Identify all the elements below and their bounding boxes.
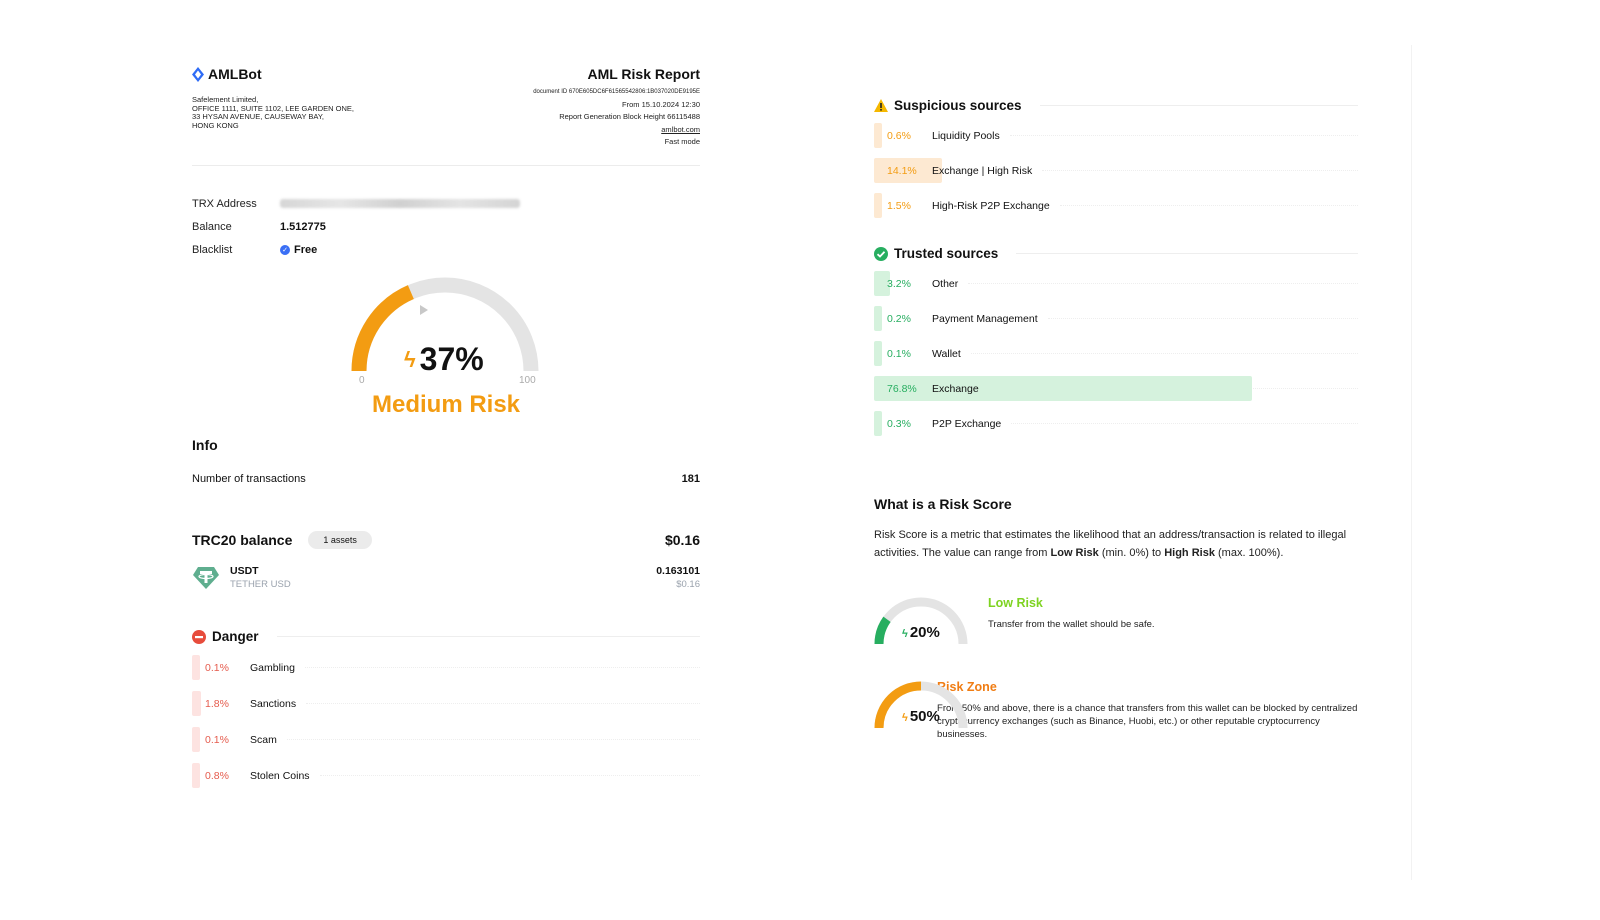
risk-score-description: Risk Score is a metric that estimates the likelihood that an address/transaction is related to illegal activities. The value can range from Low Risk (min. 0%) to High Risk (max. 100%).: [874, 529, 1347, 559]
blacklist-value: Free: [294, 243, 318, 256]
danger-header: [192, 629, 700, 644]
source-name: Exchange: [932, 382, 979, 395]
report-title: AML Risk Report: [587, 66, 700, 82]
suspicious-title: Suspicious sources: [894, 98, 1022, 113]
mini-gauge-value: 20%: [909, 624, 940, 641]
source-row: [874, 193, 1358, 218]
logo[interactable]: [192, 66, 354, 82]
source-percent: 14.1%: [887, 164, 917, 177]
source-percent: 0.1%: [887, 347, 911, 360]
block-height: Report Generation Block Height 66115488: [559, 112, 700, 121]
source-name: Other: [932, 277, 959, 290]
source-name: Sanctions: [250, 697, 297, 710]
source-row: [192, 655, 700, 680]
risk-example-zone: [874, 680, 1358, 741]
source-row: [874, 123, 1358, 148]
asset-row: [192, 563, 700, 591]
trc20-title: TRC20 balance: [192, 532, 293, 548]
gauge-value-text: 37%: [419, 341, 484, 377]
mini-gauge-low: [874, 596, 974, 646]
source-percent: 0.8%: [205, 769, 229, 782]
source-percent: 0.1%: [205, 661, 229, 674]
mini-gauge-zone: [874, 680, 940, 730]
suspicious-list: [874, 123, 1358, 218]
lightning-icon: ϟ: [404, 346, 416, 372]
source-name: Wallet: [932, 347, 961, 360]
source-name: Stolen Coins: [250, 769, 310, 782]
tether-icon: [192, 563, 220, 591]
source-percent: 0.6%: [887, 129, 911, 142]
info-title: Info: [192, 437, 218, 453]
risk-zone-description: From 50% and above, there is a chance that transfers from this wallet can be blocked by centralized cryptocurrency exchanges (such as Binance, Huobi, etc.) or other reputable cryptocurrency businesses.: [937, 703, 1358, 740]
trx-address-label: TRX Address: [192, 197, 257, 210]
warning-icon: [874, 99, 888, 112]
low-risk-description: Transfer from the wallet should be safe.: [988, 619, 1155, 630]
company-block: [192, 62, 354, 165]
report-page-right: [874, 98, 1358, 741]
trx-address-value-redacted: [280, 199, 520, 208]
source-name: Exchange | High Risk: [932, 164, 1033, 177]
gauge-min: 0: [359, 375, 365, 386]
source-name: Scam: [250, 733, 277, 746]
report-page-left: [192, 62, 700, 788]
asset-usd-value: $0.16: [676, 578, 700, 590]
check-circle-icon: [874, 247, 888, 261]
source-row: [192, 691, 700, 716]
site-link[interactable]: amlbot.com: [661, 124, 700, 134]
report-date: From 15.10.2024 12:30: [622, 99, 700, 109]
address-block: [192, 192, 700, 261]
source-percent: 0.1%: [205, 733, 229, 746]
transactions-value: 181: [681, 473, 700, 485]
logo-text: AMLBot: [208, 66, 262, 82]
assets-count-badge: 1 assets: [308, 531, 372, 549]
source-row: [874, 376, 1358, 401]
info-transactions-row: [192, 473, 700, 485]
report-mode: Fast mode: [664, 137, 700, 146]
mini-gauge-value: 50%: [909, 708, 940, 725]
source-row: [874, 411, 1358, 436]
danger-icon: [192, 630, 206, 644]
source-percent: 3.2%: [887, 277, 911, 290]
source-name: Liquidity Pools: [932, 129, 1000, 142]
balance-label: Balance: [192, 220, 232, 233]
trusted-title: Trusted sources: [894, 246, 999, 261]
danger-title: Danger: [212, 629, 259, 644]
gauge-value: [404, 341, 484, 378]
source-percent: 76.8%: [887, 382, 917, 395]
source-percent: 0.3%: [887, 417, 911, 430]
source-name: P2P Exchange: [932, 417, 1002, 430]
source-row: [874, 271, 1358, 296]
gauge-max: 100: [519, 375, 536, 386]
suspicious-header: [874, 98, 1358, 113]
document-id: document ID 670E605DC6F61565542806:1B037020DE9195E: [533, 89, 700, 95]
trc20-header: [192, 531, 700, 549]
transactions-label: Number of transactions: [192, 473, 306, 485]
gauge-pointer-icon: [420, 305, 428, 315]
source-percent: 0.2%: [887, 312, 911, 325]
trc20-total: $0.16: [664, 532, 700, 548]
source-name: Gambling: [250, 661, 295, 674]
trusted-header: [874, 246, 1358, 261]
report-header: [192, 62, 700, 166]
balance-value: 1.512775: [280, 220, 326, 233]
report-meta: [533, 62, 700, 165]
company-address: Safelement Limited, OFFICE 1111, SUITE 1102, LEE GARDEN ONE, 33 HYSAN AVENUE, CAUSEWAY BAY, HONG KONG: [192, 95, 354, 130]
risk-gauge: [192, 275, 700, 435]
source-row: [874, 306, 1358, 331]
risk-score-title: What is a Risk Score: [874, 496, 1012, 512]
asset-symbol: USDT: [230, 564, 259, 577]
amlbot-logo-icon: [192, 67, 204, 82]
asset-name: TETHER USD: [230, 578, 291, 590]
risk-level-label: Medium Risk: [371, 391, 521, 418]
source-row: [192, 763, 700, 788]
danger-list: [192, 655, 700, 788]
risk-example-low: [874, 596, 1358, 646]
source-row: [874, 158, 1358, 183]
source-percent: 1.8%: [205, 697, 229, 710]
source-name: High-Risk P2P Exchange: [932, 199, 1050, 212]
lightning-icon: ϟ: [902, 628, 908, 640]
trusted-list: [874, 271, 1358, 436]
check-badge-icon: ✓: [280, 245, 290, 255]
source-row: [874, 341, 1358, 366]
low-risk-title: Low Risk: [988, 596, 1043, 610]
source-name: Payment Management: [932, 312, 1038, 325]
risk-zone-title: Risk Zone: [937, 680, 997, 694]
page-divider: [1411, 45, 1412, 880]
source-row: [192, 727, 700, 752]
lightning-icon: ϟ: [902, 712, 908, 724]
source-percent: 1.5%: [887, 199, 911, 212]
blacklist-label: Blacklist: [192, 243, 233, 256]
asset-amount: 0.163101: [656, 564, 700, 577]
